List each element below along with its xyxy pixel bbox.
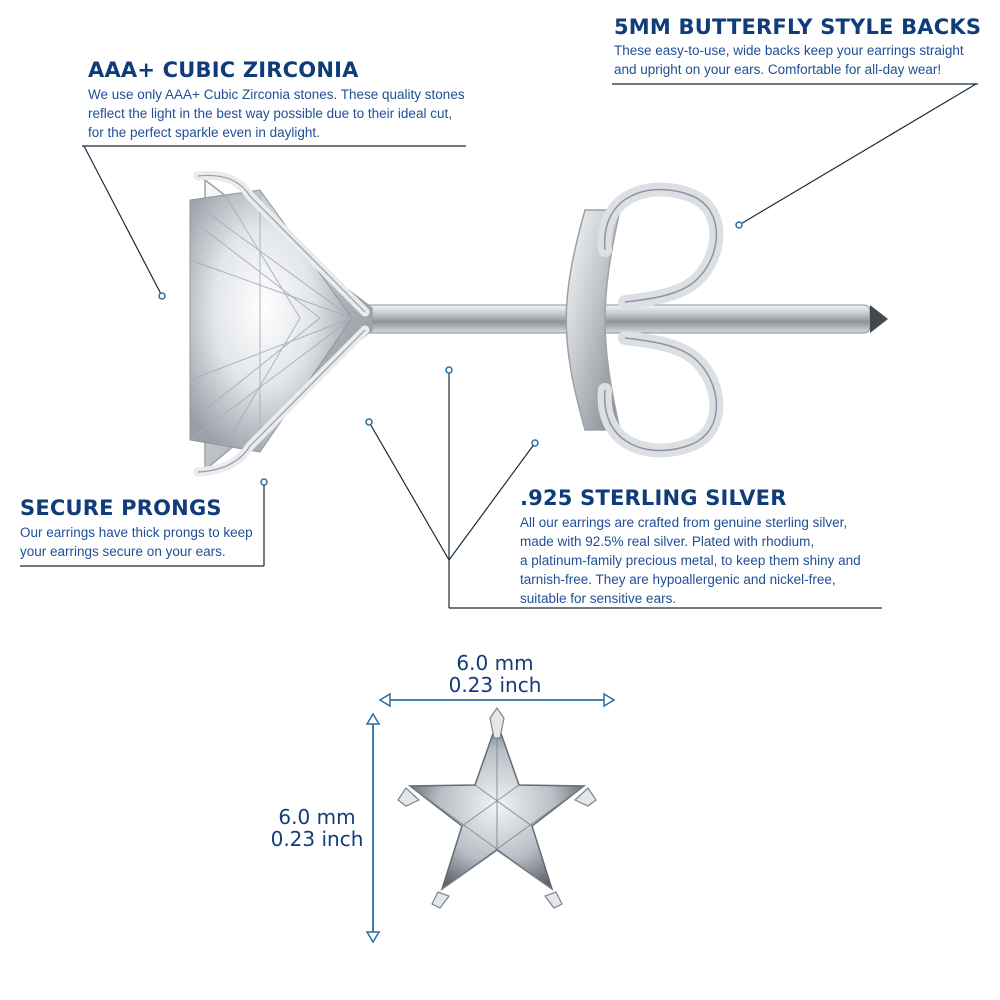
description-line: and upright on your ears. Comfortable for all-day wear!	[614, 62, 942, 77]
callout-description	[614, 41, 964, 79]
description-line: made with 92.5% real silver. Plated with rhodium,	[520, 534, 815, 549]
callout-description	[20, 523, 253, 561]
description-line: for the perfect sparkle even in daylight.	[88, 125, 320, 140]
stud-earring-side-view	[190, 175, 888, 472]
callout-description	[520, 513, 861, 608]
description-line: All our earrings are crafted from genuine sterling silver,	[520, 515, 848, 530]
callout-description	[88, 85, 465, 142]
callout-title: .925 STERLING SILVER	[520, 486, 787, 510]
description-line: tarnish-free. They are hypoallergenic and nickel-free,	[520, 572, 836, 587]
description-line: Our earrings have thick prongs to keep	[20, 525, 253, 540]
width-mm: 6.0 mm	[456, 651, 534, 675]
width-dimension-label	[430, 652, 560, 696]
callout-title: AAA+ CUBIC ZIRCONIA	[88, 58, 359, 82]
height-dimension-label	[262, 806, 372, 850]
description-line: We use only AAA+ Cubic Zirconia stones. These quality stones	[88, 87, 465, 102]
height-inch: 0.23 inch	[270, 827, 364, 851]
description-line: suitable for sensitive ears.	[520, 591, 677, 606]
callout-title: 5MM BUTTERFLY STYLE BACKS	[614, 15, 982, 39]
description-line: a platinum-family precious metal, to keep them shiny and	[520, 553, 861, 568]
description-line: your earrings secure on your ears.	[20, 544, 226, 559]
star-stud-front-view	[398, 708, 596, 908]
height-mm: 6.0 mm	[278, 805, 356, 829]
width-inch: 0.23 inch	[448, 673, 542, 697]
callout-title: SECURE PRONGS	[20, 496, 222, 520]
description-line: reflect the light in the best way possible due to their ideal cut,	[88, 106, 452, 121]
description-line: These easy-to-use, wide backs keep your earrings straight	[614, 43, 964, 58]
